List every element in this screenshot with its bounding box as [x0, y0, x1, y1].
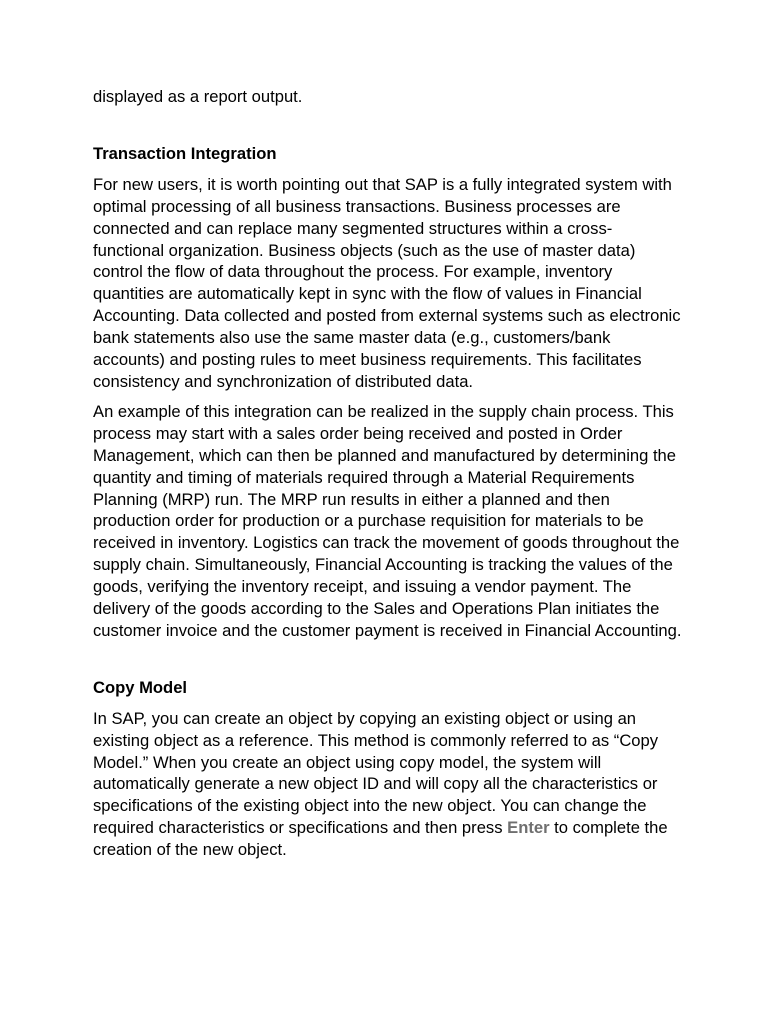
document-page [93, 86, 683, 869]
body-paragraph [93, 708, 683, 861]
section-heading: Transaction Integration [93, 143, 277, 163]
enter-key-term: Enter [507, 818, 550, 838]
body-paragraph: For new users, it is worth pointing out that SAP is a fully integrated system with optimal processing of all business transactions. Business processes are connected and can replace many segmented structures within a cross-functional organization. Business objects (such as the use of master data) control the flow of data throughout the process. For example, inventory quantities are automatically kept in sync with the flow of values in Financial Accounting. Data collected and posted from external systems such as electronic bank statements also use the same master data (e.g., customers/bank accounts) and posting rules to meet business requirements. This facilitates consistency and synchronization of distributed data. [93, 174, 681, 391]
section-heading: Copy Model [93, 677, 188, 697]
lead-text: displayed as a report output. [93, 87, 303, 106]
paragraph-text: In SAP, you can create an object by copying an existing object or using an existing object as a reference. This method is commonly referred to as “Copy Model.” When you create an object using copy model, the system will automatically generate a new object ID and will copy all the characteristics or specifications of the existing object into the new object. You can change the required characteristics or specifications and then press [93, 708, 659, 838]
paragraph-text: to complete the creation of the new object. [93, 818, 668, 860]
body-paragraph: An example of this integration can be realized in the supply chain process. This process may start with a sales order being received and posted in Order Management, which can then be planned and manufactured by determining the quantity and timing of materials required through a Material Requirements Planning (MRP) run. The MRP run results in either a planned and then production order for production or a purchase requisition for materials to be received in inventory. Logistics can track the movement of goods throughout the supply chain. Simultaneously, Financial Accounting is tracking the values of the goods, verifying the inventory receipt, and issuing a vendor payment. The delivery of the goods according to the Sales and Operations Plan initiates the customer invoice and the customer payment is received in Financial Accounting. [93, 401, 682, 640]
section-transaction-integration [93, 143, 683, 642]
section-copy-model [93, 677, 683, 861]
